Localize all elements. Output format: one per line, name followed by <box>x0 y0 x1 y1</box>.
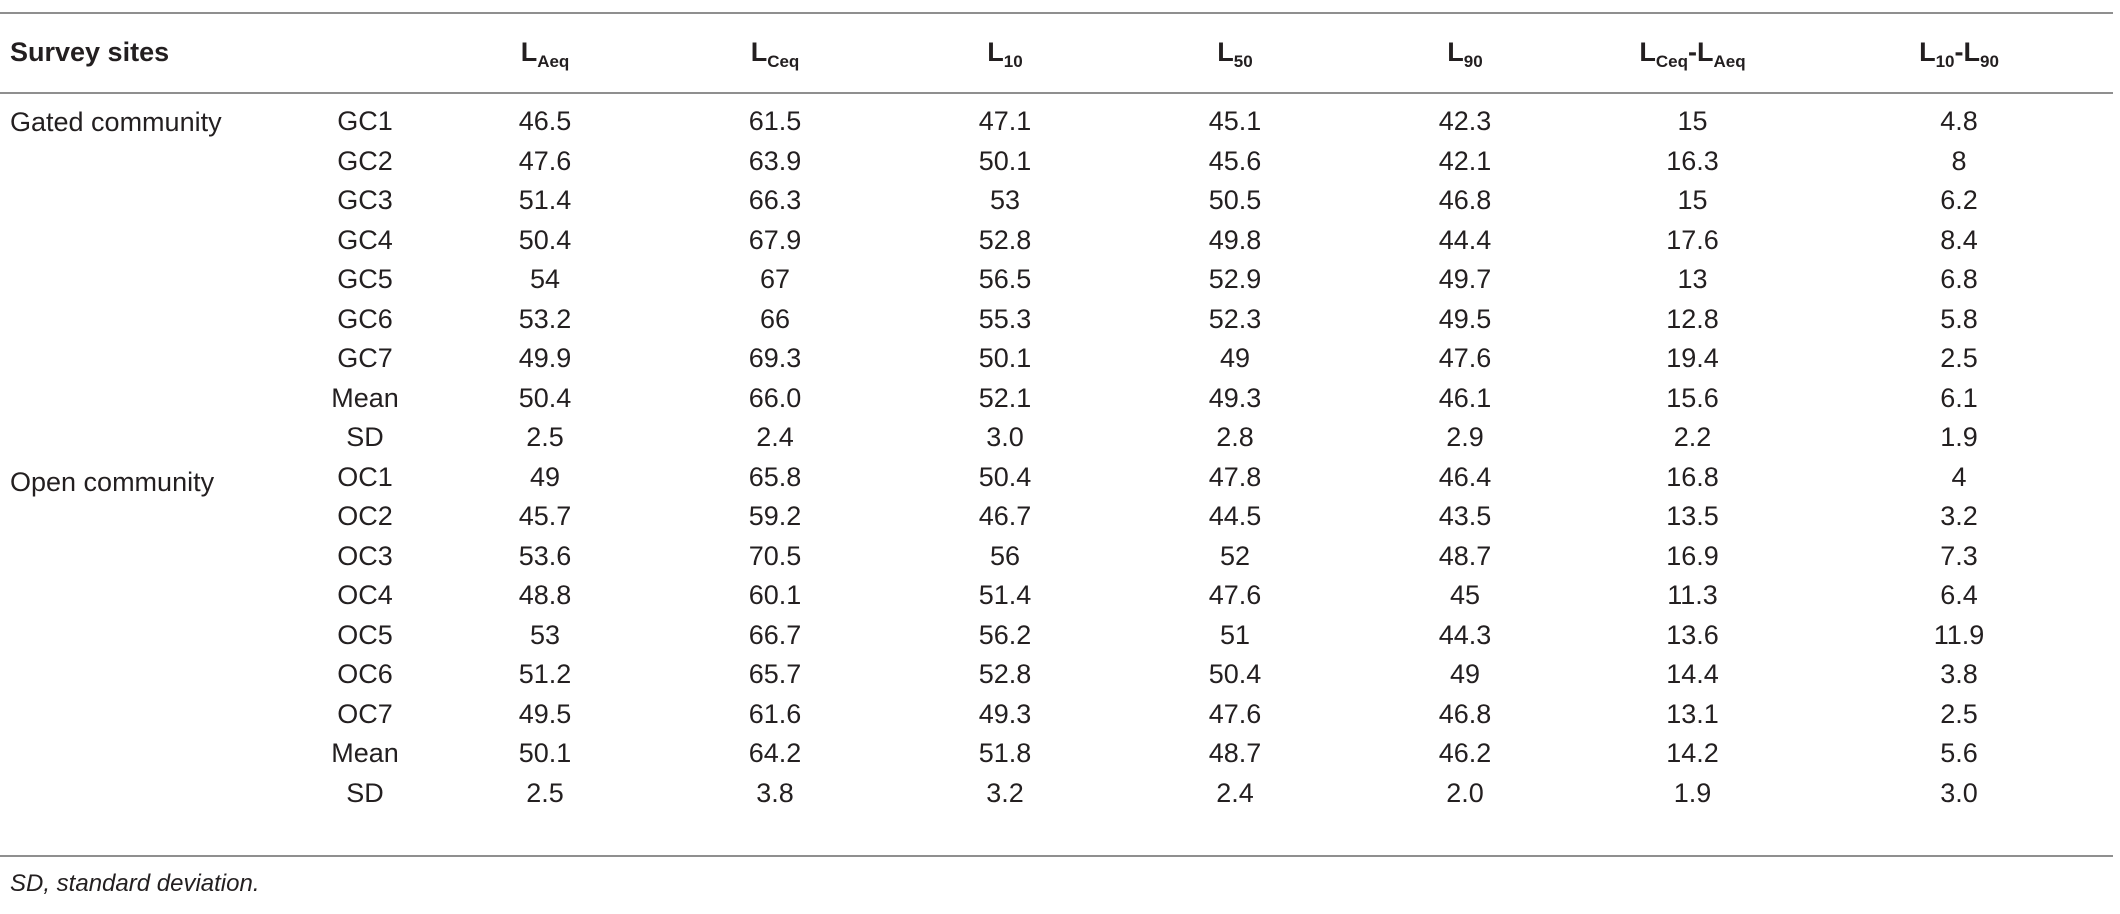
value-cell: 5.8 <box>1940 303 1978 334</box>
value-cell: 2.9 <box>1446 422 1484 453</box>
value-cell: 49.3 <box>978 698 1032 729</box>
value-cell: 50.4 <box>1208 659 1262 690</box>
value-cell: 42.1 <box>1438 145 1492 176</box>
value-cell: 2.4 <box>1216 777 1254 808</box>
value-cell: 44.4 <box>1438 224 1492 255</box>
value-cell: 51.4 <box>518 185 572 216</box>
value-cell: 49.7 <box>1438 264 1492 295</box>
value-cell: 2.2 <box>1673 422 1712 453</box>
value-cell: 59.2 <box>748 501 802 532</box>
value-cell: 19.4 <box>1666 343 1719 374</box>
site-label: GC6 <box>337 303 393 334</box>
value-cell: 64.2 <box>748 738 802 769</box>
value-cell: 53 <box>529 619 561 650</box>
site-label: SD <box>346 422 384 453</box>
value-cell: 50.1 <box>978 145 1032 176</box>
site-label: GC7 <box>337 343 393 374</box>
table-row <box>0 339 2113 379</box>
value-cell: 49.5 <box>518 698 572 729</box>
table-row <box>0 92 2113 142</box>
value-cell: 13.1 <box>1666 698 1719 729</box>
value-cell: 6.2 <box>1940 185 1978 216</box>
site-label: OC4 <box>337 580 393 611</box>
site-label: GC1 <box>337 106 393 137</box>
bottom-rule <box>0 855 2113 857</box>
value-cell: 15.6 <box>1666 382 1719 413</box>
value-cell: 16.3 <box>1666 145 1719 176</box>
value-cell: 51 <box>1219 619 1251 650</box>
value-cell: 69.3 <box>748 343 802 374</box>
value-cell: 13.6 <box>1666 619 1719 650</box>
value-cell: 12.8 <box>1666 303 1719 334</box>
value-cell: 46.1 <box>1438 382 1492 413</box>
value-cell: 6.1 <box>1940 382 1978 413</box>
table-row <box>0 221 2113 261</box>
value-cell: 15 <box>1677 106 1708 137</box>
value-cell: 48.7 <box>1438 540 1492 571</box>
col-header-lceq: $L_{Ceq}$ <box>750 37 800 71</box>
value-cell: 13.5 <box>1666 501 1719 532</box>
value-cell: 51.8 <box>978 738 1032 769</box>
value-cell: 5.6 <box>1940 738 1978 769</box>
value-cell: 3.0 <box>1940 777 1978 808</box>
value-cell: 2.5 <box>1940 698 1978 729</box>
value-cell: 66.0 <box>748 382 802 413</box>
value-cell: 2.0 <box>1446 777 1484 808</box>
col-header-l50: $L_{50}$ <box>1217 37 1253 71</box>
value-cell: 49.9 <box>518 343 572 374</box>
group-name: Open community <box>10 466 215 497</box>
value-cell: 50.4 <box>978 461 1032 492</box>
value-cell: 49 <box>1219 343 1251 374</box>
value-cell: 46.2 <box>1438 738 1492 769</box>
value-cell: 2.4 <box>756 422 794 453</box>
value-cell: 48.8 <box>518 580 572 611</box>
table-row <box>0 695 2113 735</box>
value-cell: 61.5 <box>748 106 802 137</box>
table-body <box>0 92 2113 813</box>
value-cell: 43.5 <box>1438 501 1492 532</box>
value-cell: 50.5 <box>1208 185 1262 216</box>
value-cell: 14.2 <box>1666 738 1719 769</box>
value-cell: 46.4 <box>1438 461 1492 492</box>
value-cell: 65.8 <box>748 461 802 492</box>
site-label: OC7 <box>337 698 393 729</box>
value-cell: 11.3 <box>1667 580 1718 611</box>
value-cell: 66.3 <box>748 185 802 216</box>
value-cell: 42.3 <box>1438 106 1492 137</box>
value-cell: 67.9 <box>748 224 802 255</box>
value-cell: 3.2 <box>986 777 1024 808</box>
col-header-lceq-laeq: $L_{Ceq}-L_{Aeq}$ <box>1639 37 1746 71</box>
value-cell: 52.8 <box>978 224 1032 255</box>
value-cell: 52 <box>1219 540 1251 571</box>
value-cell: 2.5 <box>526 422 564 453</box>
value-cell: 67 <box>759 264 791 295</box>
table-row <box>0 497 2113 537</box>
value-cell: 45.7 <box>518 501 572 532</box>
sound-level-table <box>0 13 2113 813</box>
value-cell: 51.2 <box>518 659 572 690</box>
table-row <box>0 537 2113 577</box>
site-label: OC6 <box>337 659 393 690</box>
value-cell: 44.5 <box>1208 501 1262 532</box>
value-cell: 13 <box>1677 264 1708 295</box>
value-cell: 16.8 <box>1666 461 1719 492</box>
value-cell: 47.6 <box>1208 580 1262 611</box>
value-cell: 45 <box>1449 580 1481 611</box>
survey-sites-header: Survey sites <box>10 37 170 67</box>
value-cell: 52.1 <box>978 382 1032 413</box>
value-cell: 16.9 <box>1666 540 1719 571</box>
site-label: Mean <box>331 738 399 769</box>
value-cell: 50.1 <box>978 343 1032 374</box>
site-label: GC4 <box>337 224 393 255</box>
header-row <box>0 13 2113 92</box>
value-cell: 50.4 <box>518 382 572 413</box>
value-cell: 51.4 <box>978 580 1032 611</box>
table-row <box>0 655 2113 695</box>
value-cell: 49.8 <box>1208 224 1262 255</box>
site-label: OC5 <box>337 619 393 650</box>
value-cell: 66.7 <box>748 619 802 650</box>
col-header-l10-l90: $L_{10}-L_{90}$ <box>1919 37 1999 71</box>
value-cell: 63.9 <box>748 145 802 176</box>
value-cell: 47.6 <box>518 145 572 176</box>
site-label: Mean <box>331 382 399 413</box>
value-cell: 56.5 <box>978 264 1032 295</box>
value-cell: 56.2 <box>978 619 1032 650</box>
table-row <box>0 260 2113 300</box>
value-cell: 2.8 <box>1216 422 1254 453</box>
site-label: OC2 <box>337 501 393 532</box>
value-cell: 6.8 <box>1940 264 1978 295</box>
table-row <box>0 616 2113 656</box>
group-name: Gated community <box>10 107 222 137</box>
col-header-laeq: $L_{Aeq}$ <box>520 37 570 71</box>
value-cell: 56 <box>989 540 1021 571</box>
table-row <box>0 142 2113 182</box>
value-cell: 65.7 <box>748 659 802 690</box>
table-row <box>0 181 2113 221</box>
value-cell: 11.9 <box>1933 619 1985 650</box>
value-cell: 1.9 <box>1940 422 1978 453</box>
value-cell: 6.4 <box>1940 580 1978 611</box>
value-cell: 3.8 <box>1940 659 1978 690</box>
table-row <box>0 576 2113 616</box>
value-cell: 49 <box>529 461 561 492</box>
table-row <box>0 458 2113 498</box>
value-cell: 46.8 <box>1438 698 1492 729</box>
value-cell: 53.2 <box>518 303 572 334</box>
value-cell: 2.5 <box>526 777 564 808</box>
value-cell: 8.4 <box>1940 224 1978 255</box>
value-cell: 52.3 <box>1208 303 1262 334</box>
col-header-l10: $L_{10}$ <box>987 37 1023 71</box>
value-cell: 47.8 <box>1208 461 1262 492</box>
value-cell: 45.1 <box>1208 106 1262 137</box>
value-cell: 54 <box>529 264 561 295</box>
table-row <box>0 734 2113 774</box>
value-cell: 53.6 <box>518 540 572 571</box>
site-label: OC1 <box>337 461 393 492</box>
value-cell: 52.9 <box>1208 264 1262 295</box>
value-cell: 4.8 <box>1940 106 1978 137</box>
value-cell: 14.4 <box>1666 659 1719 690</box>
value-cell: 47.1 <box>978 106 1032 137</box>
value-cell: 47.6 <box>1208 698 1262 729</box>
site-label: GC5 <box>337 264 393 295</box>
site-label: OC3 <box>337 540 393 571</box>
value-cell: 46.8 <box>1438 185 1492 216</box>
value-cell: 50.4 <box>518 224 572 255</box>
site-id-header <box>300 13 430 92</box>
table-row <box>0 774 2113 814</box>
value-cell: 47.6 <box>1438 343 1492 374</box>
table-row <box>0 418 2113 458</box>
value-cell: 8 <box>1951 145 1967 176</box>
value-cell: 15 <box>1677 185 1708 216</box>
value-cell: 17.6 <box>1666 224 1719 255</box>
value-cell: 45.6 <box>1208 145 1262 176</box>
value-cell: 7.3 <box>1940 540 1978 571</box>
site-label: GC2 <box>337 145 393 176</box>
value-cell: 3.2 <box>1940 501 1978 532</box>
value-cell: 55.3 <box>978 303 1032 334</box>
table-row <box>0 300 2113 340</box>
value-cell: 49 <box>1449 659 1481 690</box>
value-cell: 60.1 <box>748 580 802 611</box>
value-cell: 4 <box>1951 461 1967 492</box>
table-footnote: SD, standard deviation. <box>10 870 260 897</box>
value-cell: 46.7 <box>978 501 1032 532</box>
value-cell: 49.3 <box>1208 382 1262 413</box>
value-cell: 3.8 <box>756 777 794 808</box>
value-cell: 49.5 <box>1438 303 1492 334</box>
value-cell: 2.5 <box>1940 343 1978 374</box>
value-cell: 48.7 <box>1208 738 1262 769</box>
value-cell: 3.0 <box>986 422 1024 453</box>
col-header-l90: $L_{90}$ <box>1447 37 1483 71</box>
value-cell: 46.5 <box>518 106 572 137</box>
value-cell: 70.5 <box>748 540 802 571</box>
value-cell: 50.1 <box>518 738 572 769</box>
value-cell: 61.6 <box>748 698 802 729</box>
value-cell: 66 <box>759 303 791 334</box>
value-cell: 1.9 <box>1673 777 1712 808</box>
value-cell: 44.3 <box>1438 619 1492 650</box>
table-row <box>0 379 2113 419</box>
site-label: GC3 <box>337 185 393 216</box>
value-cell: 53 <box>989 185 1021 216</box>
value-cell: 52.8 <box>978 659 1032 690</box>
site-label: SD <box>346 777 384 808</box>
